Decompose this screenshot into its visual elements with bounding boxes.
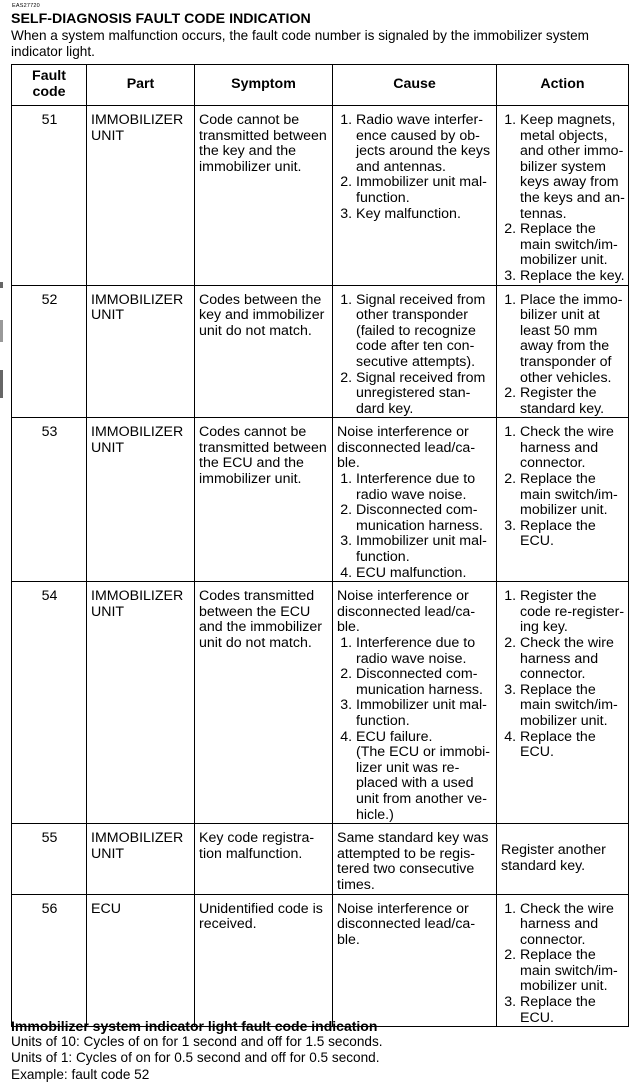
action-item: 2. Replace the main switch/immobilizer unit. (520, 948, 625, 995)
fault-code-cell (12, 582, 87, 824)
action-item: 4. Replace the ECU. (520, 730, 625, 761)
cause-item: 2. Disconnected communication harness. (356, 503, 493, 534)
cause-list (337, 636, 493, 745)
action-cell (497, 106, 629, 286)
cause-item: 3. Key malfunction. (356, 207, 493, 223)
table-row (12, 106, 629, 286)
part-cell (87, 418, 195, 582)
cause-intro: Noise interference or disconnected lead/cable. (337, 424, 476, 472)
table-header-row (12, 65, 629, 106)
header-action: Action (497, 65, 629, 106)
fault-code-cell (12, 894, 87, 1027)
table-row (12, 418, 629, 582)
footer-line: Units of 1: Cycles of on for 0.5 second and off for 0.5 second. (11, 1050, 380, 1066)
action-item: 1. Keep magnets, metal objects, and other immobilizer system keys away from the keys and antennas. (520, 113, 625, 222)
cause-cell (333, 824, 497, 894)
action-text: Register another standard key. (501, 842, 606, 874)
action-item: 1. Register the code re-registering key. (520, 589, 625, 636)
symptom-value: Unidentified code is received. (199, 900, 323, 933)
action-item: 3. Replace the key. (520, 269, 625, 285)
part-value: IMMOBILIZER UNIT (91, 588, 184, 620)
footer-line: Units of 10: Cycles of on for 1 second and off for 1.5 seconds. (11, 1034, 383, 1050)
action-list (501, 902, 625, 1027)
fault-code-cell (12, 285, 87, 418)
action-item: 3. Replace the main switch/immobilizer unit. (520, 683, 625, 730)
part-cell (87, 285, 195, 418)
part-value: IMMOBILIZER UNIT (91, 830, 184, 862)
symptom-value: Code cannot be transmitted between the key and the immobilizer unit. (199, 112, 327, 175)
header-fault-code: Fault code (12, 65, 87, 106)
action-list (501, 293, 625, 418)
action-list (501, 425, 625, 550)
part-cell (87, 894, 195, 1027)
action-item: 2. Replace the main switch/immobilizer unit. (520, 472, 625, 519)
fault-code-value: 55 (41, 830, 58, 847)
table-row (12, 894, 629, 1027)
fault-code-value: 52 (41, 291, 58, 308)
cause-list (337, 472, 493, 581)
part-value: IMMOBILIZER UNIT (91, 112, 184, 144)
footer-line: Example: fault code 52 (11, 1066, 150, 1082)
action-item: 3. Replace the ECU. (520, 995, 625, 1026)
document-code: EAS27720 (12, 3, 40, 9)
action-cell (497, 418, 629, 582)
part-value: ECU (91, 900, 121, 917)
symptom-value: Codes cannot be transmitted between the ECU and the immobilizer unit. (199, 424, 327, 488)
cause-item: 3. Immobilizer unit malfunction. (356, 698, 493, 729)
footer-heading: Immobilizer system indicator light fault code indication (11, 1018, 378, 1034)
cause-cell (333, 285, 497, 418)
fault-code-cell (12, 824, 87, 894)
action-list (501, 113, 625, 285)
cause-list (337, 293, 493, 418)
part-value: IMMOBILIZER UNIT (91, 291, 184, 324)
action-item: 2. Check the wire harness and connector. (520, 636, 625, 683)
action-item: 1. Check the wire harness and connector. (520, 902, 625, 949)
cause-intro: Noise interference or disconnected lead/cable. (337, 900, 476, 948)
action-item: 2. Register the standard key. (520, 386, 625, 417)
action-cell (497, 582, 629, 824)
fault-code-value: 54 (41, 588, 58, 605)
symptom-cell (195, 418, 333, 582)
footer-notes (11, 1018, 627, 1083)
table-row (12, 824, 629, 894)
symptom-value: Codes transmitted between the ECU and the immobilizer unit do not match. (199, 588, 323, 651)
fault-code-value: 53 (41, 424, 58, 441)
action-cell (497, 824, 629, 894)
cause-note: (The ECU or immobilizer unit was replaced with a used unit from another vehicle.) (356, 744, 491, 823)
cause-cell (333, 582, 497, 824)
action-cell (497, 894, 629, 1027)
action-item: 3. Replace the ECU. (520, 519, 625, 550)
symptom-value: Key code registration malfunction. (199, 830, 315, 862)
symptom-cell (195, 582, 333, 824)
symptom-value: Codes between the key and immobilizer unit do not match. (199, 291, 325, 339)
action-cell (497, 285, 629, 418)
symptom-cell (195, 106, 333, 286)
binding-edge-marks (0, 282, 4, 402)
table-row (12, 285, 629, 418)
cause-item: 2. Immobilizer unit malfunction. (356, 175, 493, 206)
cause-item: 4. ECU failure. (356, 730, 493, 746)
fault-code-value: 51 (41, 112, 58, 128)
symptom-cell (195, 894, 333, 1027)
fault-code-value: 56 (41, 900, 58, 917)
cause-item: 1. Signal received from other transponder (failed to recognize code after ten consecutive attempts). (356, 293, 493, 371)
cause-item: 1. Radio wave interference caused by objects around the keys and antennas. (356, 113, 493, 175)
part-cell (87, 582, 195, 824)
cause-item: 2. Disconnected communication harness. (356, 667, 493, 698)
intro-paragraph: When a system malfunction occurs, the fault code number is signaled by the immobilizer system indicator light. (11, 28, 589, 59)
part-cell (87, 106, 195, 286)
cause-item: 1. Interference due to radio wave noise. (356, 636, 493, 667)
header-symptom: Symptom (195, 65, 333, 106)
fault-code-cell (12, 418, 87, 582)
cause-list (337, 113, 493, 222)
cause-cell (333, 894, 497, 1027)
cause-item: 3. Immobilizer unit malfunction. (356, 534, 493, 565)
action-item: 1. Check the wire harness and connector. (520, 425, 625, 472)
cause-item: 1. Interference due to radio wave noise. (356, 472, 493, 503)
header-cause: Cause (333, 65, 497, 106)
cause-cell (333, 418, 497, 582)
fault-code-cell (12, 106, 87, 286)
cause-item: 2. Signal received from unregistered standard key. (356, 371, 493, 418)
action-item: 1. Place the immobilizer unit at least 50 mm away from the transponder of other vehicles. (520, 293, 625, 387)
action-item: 2. Replace the main switch/immobilizer unit. (520, 222, 625, 269)
fault-code-table (11, 64, 629, 1027)
symptom-cell (195, 824, 333, 894)
cause-intro: Same standard key was attempted to be registered two consecutive times. (337, 830, 489, 893)
table-row (12, 582, 629, 824)
header-part: Part (87, 65, 195, 106)
action-list (501, 589, 625, 761)
cause-intro: Noise interference or disconnected lead/cable. (337, 588, 476, 636)
part-cell (87, 824, 195, 894)
cause-item: 4. ECU malfunction. (356, 566, 493, 582)
cause-cell (333, 106, 497, 286)
symptom-cell (195, 285, 333, 418)
page-title: SELF-DIAGNOSIS FAULT CODE INDICATION (11, 11, 311, 27)
part-value: IMMOBILIZER UNIT (91, 424, 184, 456)
